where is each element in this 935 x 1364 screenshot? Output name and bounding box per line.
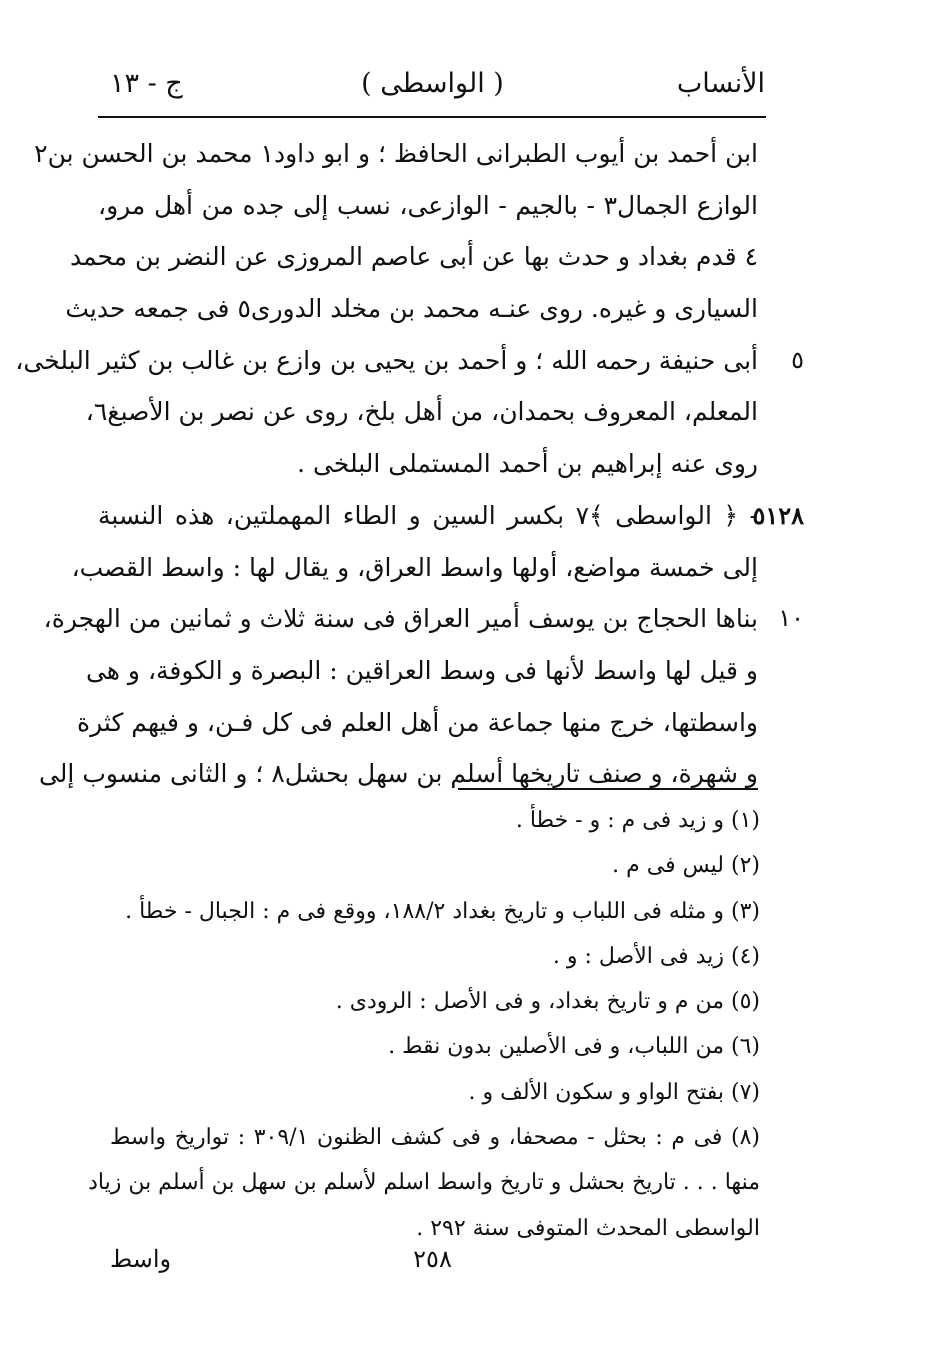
footnote: (٢) ليس فی م . xyxy=(612,853,760,879)
text-line xyxy=(85,386,758,438)
footnote: (١) و زيد فی م : و - خطأ . xyxy=(515,808,760,833)
line-text: أبی حنيفة رحمه الله ؛ و أحمد بن يحيى بن وازع بن غالب بن كثير البلخی، xyxy=(15,345,758,375)
main-text xyxy=(15,128,804,800)
text-line xyxy=(15,335,804,387)
line-text: روی عنه إبراهيم بن أحمد المستملی البلخی . xyxy=(297,449,758,479)
line-text: السياری و غيره. روی عنـه محمد بن مخلد الدوری٥ فی جمعه حديث xyxy=(65,294,758,324)
line-text: ٤ قدم بغداد و حدث بها عن أبی عاصم المروزی عن النضر بن محمد xyxy=(69,242,758,272)
page-footer xyxy=(100,1245,765,1285)
footnote-continuation: منها . . . تاريخ بحشل و تاريخ واسط اسلم لأسلم بن سهل بن أسلم بن زياد xyxy=(88,1170,760,1196)
text-line xyxy=(34,128,758,180)
line-text: - ﴿ الواسطی ﴾٧ بكسر السين و الطاء المهملتين، هذه النسبة xyxy=(98,500,758,530)
header-rule xyxy=(98,116,766,118)
line-number: ٥ xyxy=(791,345,804,374)
text-line xyxy=(77,697,758,749)
header-volume: ج - ١٣ xyxy=(110,68,183,99)
footnote: (٤) زيد فی الأصل : و . xyxy=(552,943,760,969)
running-header xyxy=(100,62,765,110)
line-text: ابن أحمد بن أيوب الطبرانی الحافظ ؛ و ابو داود١ محمد بن الحسن بن٢ xyxy=(34,139,758,168)
text-line xyxy=(43,593,804,645)
line-text: بناها الحجاج بن يوسف أمير العراق فی سنة ثلاث و ثمانين من الهجرة، xyxy=(43,604,758,634)
text-line xyxy=(69,231,758,283)
header-section-title: ( الواسطی ) xyxy=(361,68,504,99)
footnote: (٦) من اللباب، و فی الأصلين بدون نقط . xyxy=(388,1034,760,1060)
footnote: (٧) بفتح الواو و سكون الألف و . xyxy=(468,1079,760,1105)
text-line xyxy=(98,490,804,542)
text-line xyxy=(98,180,758,232)
footnote: (٨) فی م : بحثل - مصحفا، و فی كشف الظنون ٣٠٩/١ : تواريخ واسط xyxy=(110,1125,760,1151)
line-text: واسطتها، خرج منها جماعة من أهل العلم فی كل فـن، و فيهم كثرة xyxy=(77,707,758,737)
header-book-title: الأنساب xyxy=(676,68,765,99)
footnote-rule xyxy=(458,788,758,790)
footnote: (٣) و مثله فی اللباب و تاريخ بغداد ١٨٨/٢، ووقع فی م : الجبال - خطأ . xyxy=(125,898,760,924)
text-line xyxy=(38,748,758,800)
page-number: ٢٥٨ xyxy=(413,1245,452,1273)
text-line xyxy=(65,283,758,335)
line-text: و شهرة، و صنف تاريخها أسلم بن سهل بحشل٨ ؛ و الثانی منسوب إلى xyxy=(38,759,758,789)
text-line xyxy=(85,645,758,697)
footnote-continuation: الواسطی المحدث المتوفی سنة ٢٩٢ . xyxy=(416,1215,760,1241)
text-line xyxy=(98,438,758,490)
entry-number: ٥١٢٨ xyxy=(752,500,804,530)
line-text: المعلم، المعروف بحمدان، من أهل بلخ، روی عن نصر بن الأصبغ٦، xyxy=(85,397,758,427)
footnote: (٥) من م و تاريخ بغداد، و فی الأصل : الرودی . xyxy=(335,989,760,1015)
line-text: و قيل لها واسط لأنها فی وسط العراقين : البصرة و الكوفة، و هی xyxy=(85,655,758,685)
text-line xyxy=(71,542,758,594)
line-text: الوازع الجمال٣ - بالجيم - الوازعی، نسب إلى جده من أهل مرو، xyxy=(98,190,758,220)
line-text: إلى خمسة مواضع، أولها واسط العراق، و يقال لها : واسط القصب، xyxy=(71,552,758,582)
catchword: واسط xyxy=(110,1245,172,1273)
line-number: ١٠ xyxy=(778,604,804,633)
footnotes xyxy=(88,798,760,1251)
